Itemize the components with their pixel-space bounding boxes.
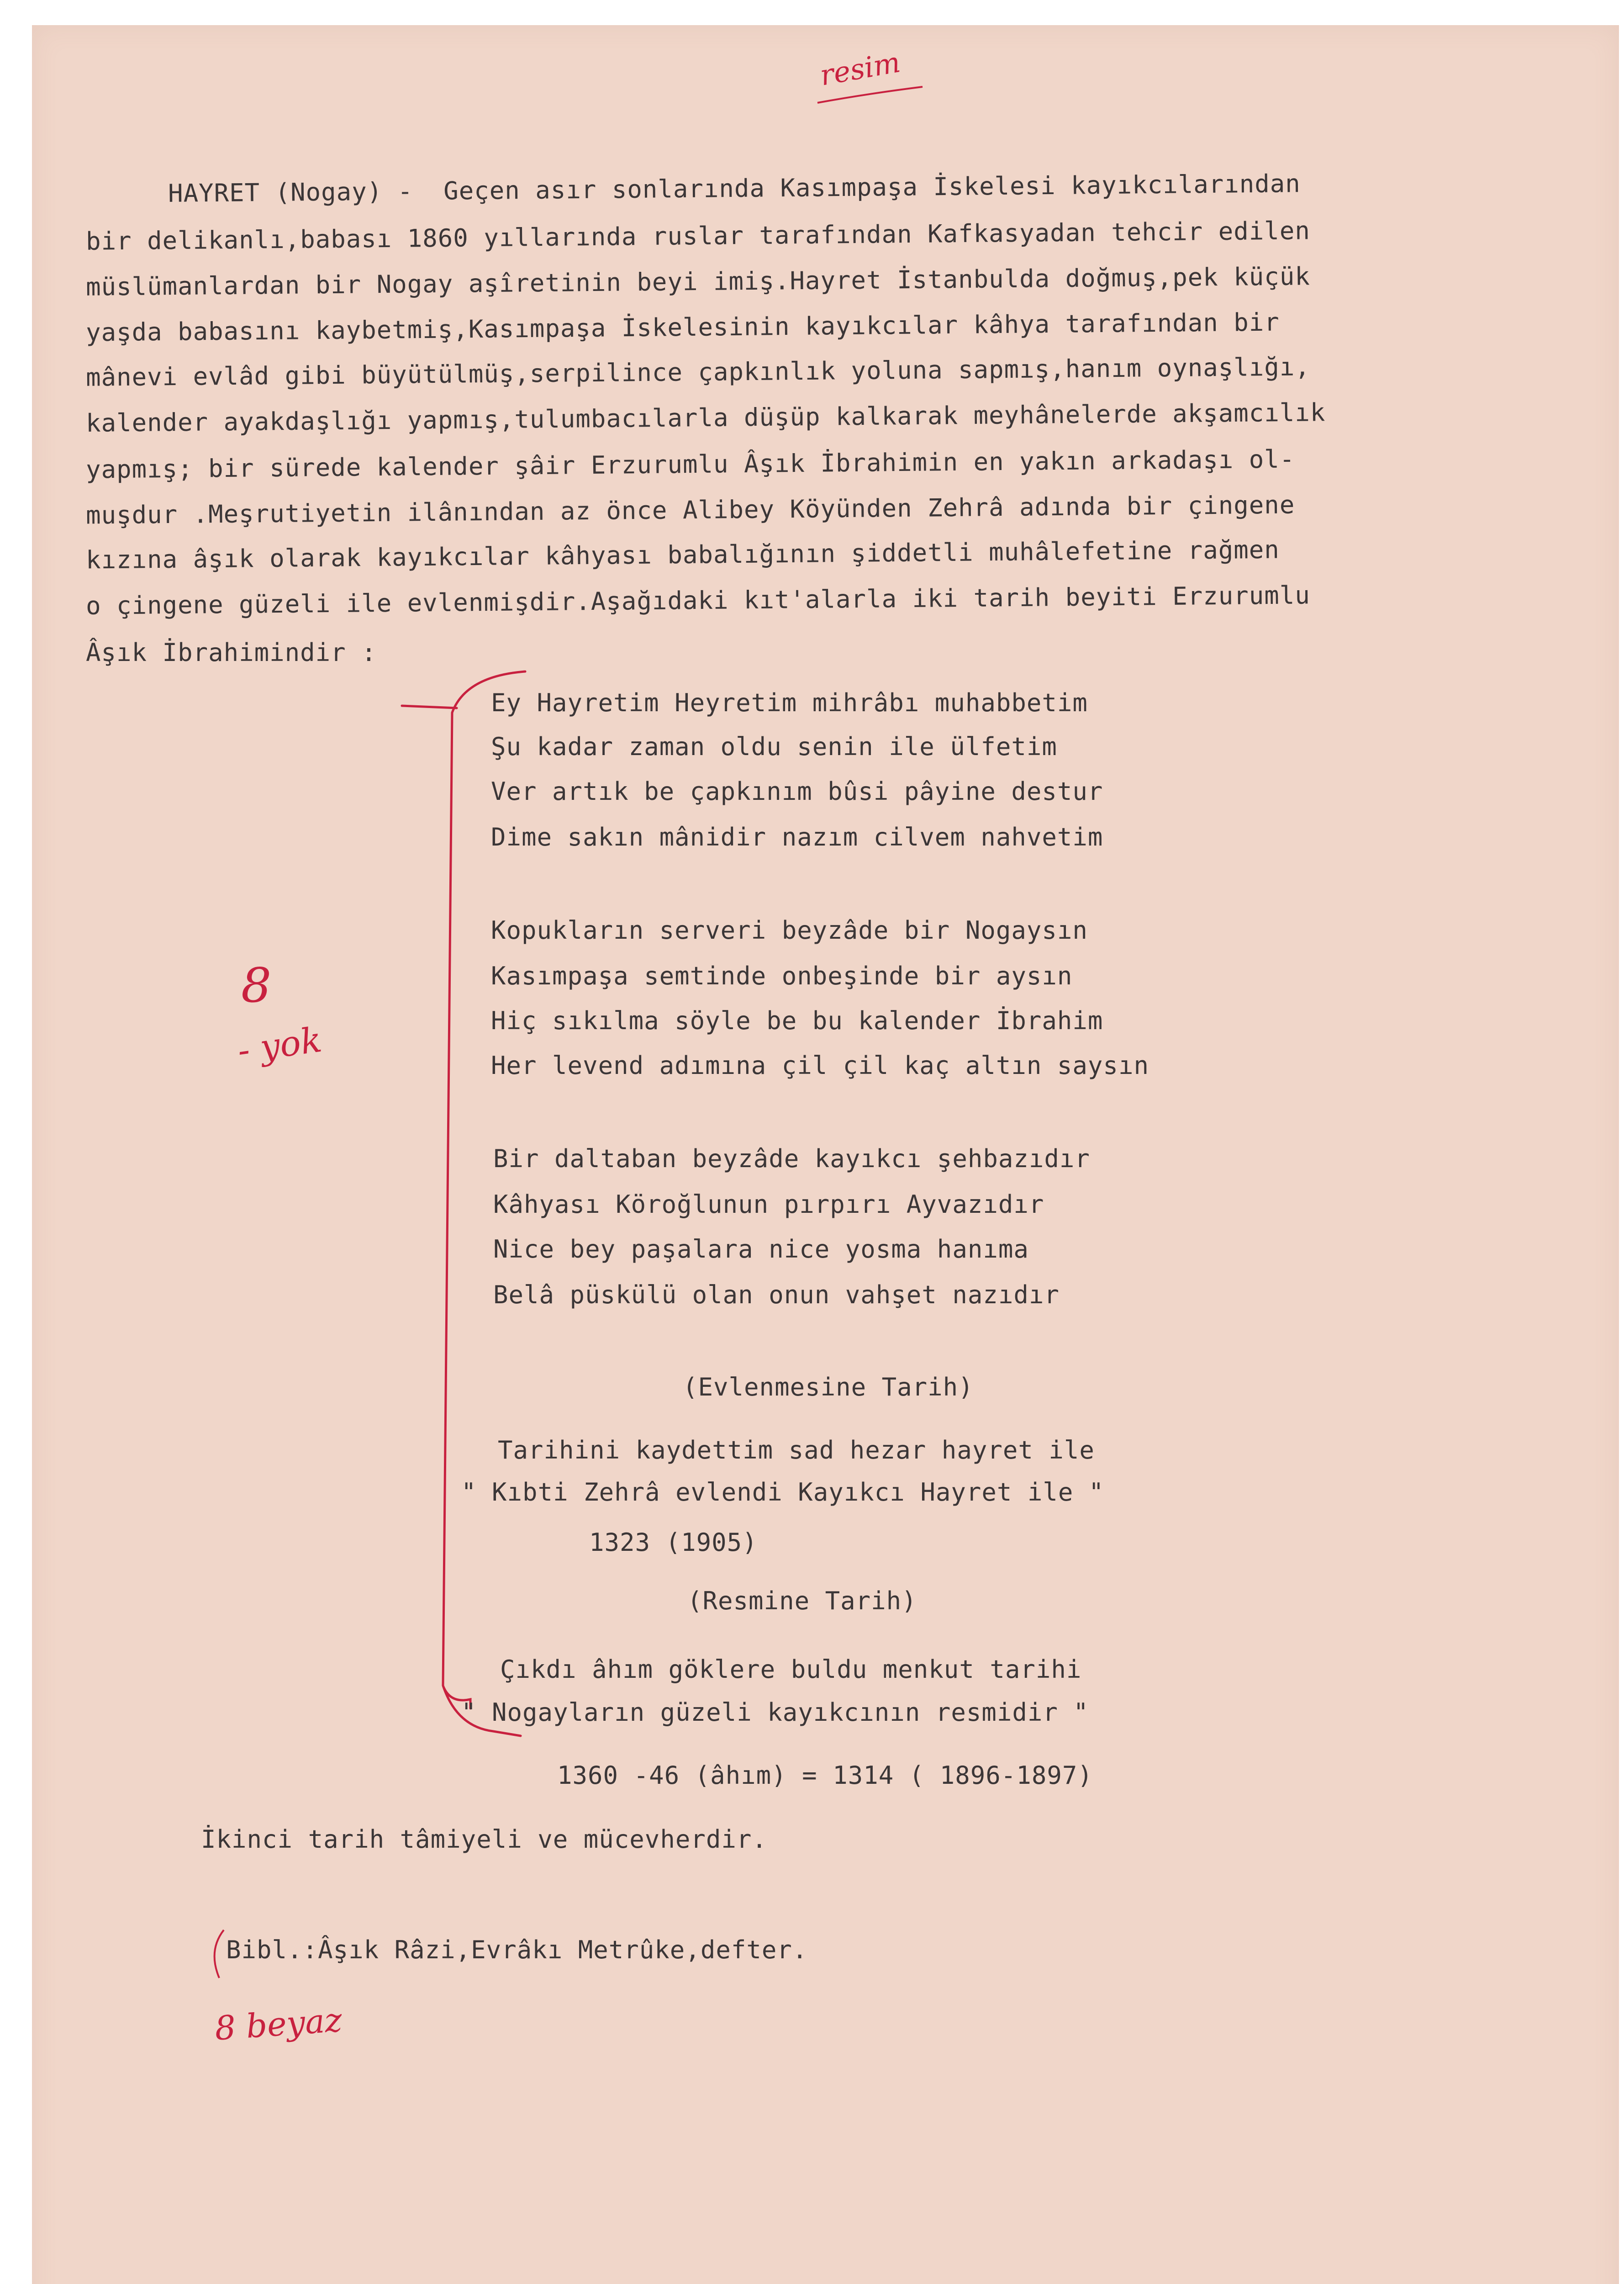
- poem-stanza2-line-1: Kopukların serveri beyzâde bir Nogaysın: [491, 916, 1088, 945]
- tarih2-line-2: " Nogayların güzeli kayıkcının resmidir ": [461, 1698, 1089, 1727]
- tarih1-date: 1323 (1905): [589, 1528, 758, 1557]
- poem-stanza2-line-4: Her levend adımına çil çil kaç altın saysın: [491, 1051, 1149, 1080]
- poem-stanza2-line-3: Hiç sıkılma söyle be bu kalender İbrahim: [491, 1006, 1103, 1035]
- tarih2-line-1: Çıkdı âhım göklere buldu menkut tarihi: [500, 1655, 1082, 1684]
- bottom-handwritten-note: 8 beyaz: [213, 2000, 343, 2048]
- margin-note: - yok: [235, 1019, 324, 1071]
- paragraph-line-4: yaşda babasını kaybetmiş,Kasımpaşa İskelesinin kayıkcılar kâhya tarafından bir: [85, 307, 1280, 347]
- bibliography: Bibl.:Âşık Râzi,Evrâkı Metrûke,defter.: [226, 1935, 808, 1964]
- paragraph-line-10: o çingene güzeli ile evlenmişdir.Aşağıdaki kıt'alarla iki tarih beyiti Erzurumlu: [85, 581, 1311, 620]
- footer-note: İkinci tarih tâmiyeli ve mücevherdir.: [201, 1825, 767, 1854]
- poem-stanza3-line-1: Bir daltaban beyzâde kayıkcı şehbazıdır: [493, 1144, 1090, 1173]
- paragraph-line-6: kalender ayakdaşlığı yapmış,tulumbacılarla düşüp kalkarak meyhânelerde akşamcılık: [85, 398, 1326, 438]
- paragraph-line-8: muşdur .Meşrutiyetin ilânından az önce Alibey Köyünden Zehrâ adında bir çingene: [85, 490, 1295, 530]
- poem-stanza1-line-3: Ver artık be çapkınım bûsi pâyine destur: [491, 777, 1103, 806]
- paragraph-line-5: mânevi evlâd gibi büyütülmüş,serpilince çapkınlık yoluna sapmış,hanım oynaşlığı,: [85, 352, 1311, 392]
- top-handwritten-note: resim: [817, 45, 903, 92]
- paragraph-line-1: HAYRET (Nogay) - Geçen asır sonlarında Kasımpaşa İskelesi kayıkcılarından: [168, 169, 1301, 208]
- poem-stanza1-line-2: Şu kadar zaman oldu senin ile ülfetim: [491, 732, 1057, 761]
- paragraph-line-11: Âşık İbrahimindir :: [86, 638, 377, 667]
- tarih2-heading: (Resmine Tarih): [687, 1586, 917, 1615]
- poem-stanza3-line-3: Nice bey paşalara nice yosma hanıma: [493, 1235, 1029, 1264]
- poem-stanza3-line-4: Belâ püskülü olan onun vahşet nazıdır: [493, 1280, 1060, 1309]
- paragraph-line-7: yapmış; bir sürede kalender şâir Erzurumlu Âşık İbrahimin en yakın arkadaşı ol-: [85, 444, 1295, 484]
- bibl-open-paren: [215, 1930, 224, 1978]
- tarih1-line-2: " Kıbti Zehrâ evlendi Kayıkcı Hayret ile ": [461, 1478, 1104, 1507]
- poem-stanza3-line-2: Kâhyası Köroğlunun pırpırı Ayvazıdır: [493, 1190, 1044, 1219]
- tarih1-heading: (Evlenmesine Tarih): [683, 1373, 974, 1401]
- paragraph-line-9: kızına âşık olarak kayıkcılar kâhyası babalığının şiddetli muhâlefetine rağmen: [85, 535, 1280, 575]
- margin-number: 8: [241, 957, 272, 1013]
- poem-stanza1-line-1: Ey Hayretim Heyretim mihrâbı muhabbetim: [491, 688, 1088, 717]
- tarih1-line-1: Tarihini kaydettim sad hezar hayret ile: [498, 1436, 1095, 1465]
- paragraph-line-2: bir delikanlı,babası 1860 yıllarında ruslar tarafından Kafkasyadan tehcir edilen: [85, 216, 1311, 256]
- tarih2-calc: 1360 -46 (âhım) = 1314 ( 1896-1897): [557, 1761, 1093, 1790]
- paragraph-line-3: müslümanlardan bir Nogay aşîretinin beyi imiş.Hayret İstanbulda doğmuş,pek küçük: [85, 262, 1311, 301]
- poem-stanza2-line-2: Kasımpaşa semtinde onbeşinde bir aysın: [491, 962, 1073, 990]
- poem-stanza1-line-4: Dime sakın mânidir nazım cilvem nahvetim: [491, 823, 1103, 851]
